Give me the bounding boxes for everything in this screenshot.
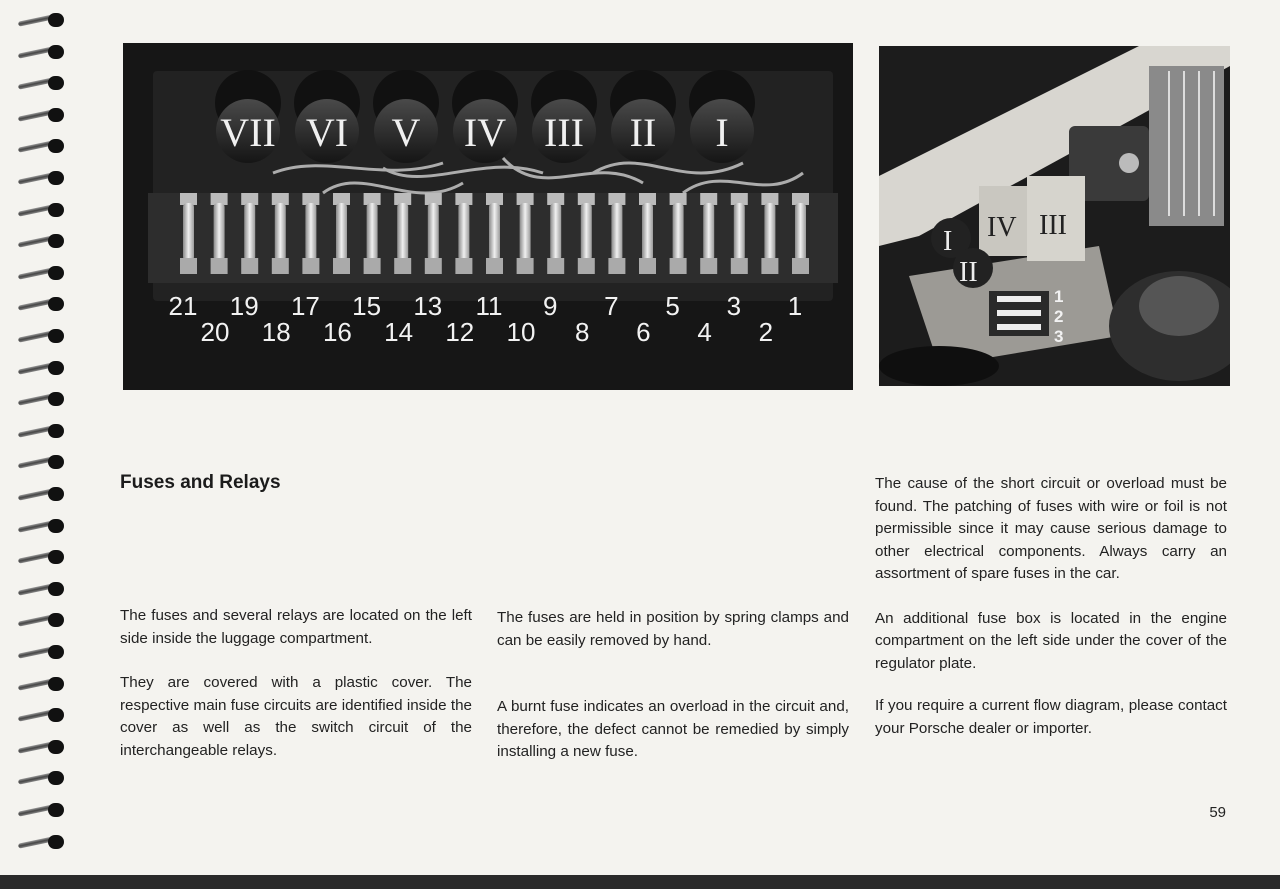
binding-hole — [48, 266, 64, 280]
fuse-number: 16 — [322, 317, 352, 347]
binding-ring — [18, 676, 68, 692]
fuse-number: 18 — [261, 317, 291, 347]
binding-ring — [18, 391, 68, 407]
binding-hole — [48, 740, 64, 754]
binding-ring — [18, 75, 68, 91]
fuse-number: 7 — [604, 291, 619, 321]
relay-III — [531, 70, 597, 163]
binding-ring — [18, 12, 68, 28]
fuse-number: 3 — [1054, 327, 1064, 346]
relay-label: I — [943, 226, 953, 257]
binding-ring — [18, 265, 68, 281]
fuse-number: 17 — [290, 291, 320, 321]
binding-ring — [18, 454, 68, 470]
section-title: Fuses and Relays — [120, 472, 281, 493]
binding-hole — [48, 708, 64, 722]
binding-ring — [18, 233, 68, 249]
fuse-box-illustration — [123, 43, 853, 390]
relay-label: I — [715, 110, 729, 155]
binding-hole — [48, 203, 64, 217]
paragraph: A burnt fuse indicates an overload in the circuit and, therefore, the defect cannot be remedied by simply installing a new fuse. — [497, 698, 849, 760]
relay-label: IV — [987, 212, 1017, 243]
binding-hole — [48, 487, 64, 501]
binding-hole — [48, 13, 64, 27]
relay-VI — [294, 70, 360, 163]
binding-ring — [18, 107, 68, 123]
binding-hole — [48, 455, 64, 469]
fuse-number: 5 — [665, 291, 680, 321]
spiral-binding — [18, 0, 68, 875]
relay-label: V — [391, 110, 421, 155]
engine-compartment-photo — [879, 46, 1230, 386]
fuse-number: 8 — [574, 317, 590, 347]
binding-ring — [18, 518, 68, 534]
binding-hole — [48, 139, 64, 153]
binding-hole — [48, 45, 64, 59]
binding-ring — [18, 802, 68, 818]
engine-compartment-illustration — [879, 46, 1230, 386]
fuse-number: 1 — [787, 291, 803, 321]
binding-hole — [48, 613, 64, 627]
binding-ring — [18, 423, 68, 439]
binding-ring — [18, 644, 68, 660]
paragraph: They are covered with a plastic cover. The respective main fuse circuits are identified inside the cover as well as the switch circuit of the interchangeable relays. — [120, 674, 472, 759]
page-number: 59 — [1209, 804, 1226, 821]
relay-label: VII — [220, 110, 276, 155]
paragraph: The cause of the short circuit or overload must be found. The patching of fuses with wire or foil is not permissible since it may cause serious damage to other electrical components. Always carry an assortment of spare fuses in the car. — [875, 475, 1227, 582]
relay-label: III — [1039, 210, 1067, 241]
fuse-number: 6 — [636, 317, 651, 347]
relay-label: II — [959, 257, 978, 288]
fuse-number: 4 — [697, 317, 712, 347]
text-column-1 — [120, 605, 472, 762]
relay-label: III — [544, 110, 584, 155]
fuse-number: 3 — [726, 291, 742, 321]
binding-ring — [18, 360, 68, 376]
binding-ring — [18, 486, 68, 502]
fuse-number: 15 — [352, 291, 382, 321]
binding-hole — [48, 771, 64, 785]
binding-hole — [48, 582, 64, 596]
binding-ring — [18, 170, 68, 186]
binding-hole — [48, 392, 64, 406]
relay-V — [373, 70, 439, 163]
relay-label: VI — [305, 110, 349, 155]
fuse-number: 10 — [506, 317, 536, 347]
binding-hole — [48, 108, 64, 122]
binding-hole — [48, 329, 64, 343]
binding-ring — [18, 296, 68, 312]
binding-ring — [18, 581, 68, 597]
binding-hole — [48, 677, 64, 691]
fuse-number: 2 — [1054, 307, 1064, 326]
binding-hole — [48, 76, 64, 90]
fuse-number: 14 — [384, 317, 414, 347]
binding-ring — [18, 834, 68, 850]
fuse-number: 20 — [200, 317, 230, 347]
binding-hole — [48, 424, 64, 438]
binding-ring — [18, 770, 68, 786]
relay-IV — [452, 70, 518, 163]
relay-VII — [215, 70, 281, 163]
binding-ring — [18, 328, 68, 344]
relay-label: II — [629, 110, 657, 155]
fuse-number: 19 — [229, 291, 259, 321]
relay-I — [689, 70, 755, 163]
fuse-number: 13 — [413, 291, 443, 321]
binding-ring — [18, 138, 68, 154]
fuse-number: 9 — [542, 291, 558, 321]
binding-hole — [48, 519, 64, 533]
binding-hole — [48, 803, 64, 817]
fuse-number: 12 — [445, 317, 475, 347]
relay-II — [610, 70, 676, 163]
fuse-number: 21 — [168, 291, 198, 321]
binding-ring — [18, 202, 68, 218]
fuse-number: 11 — [475, 291, 503, 321]
binding-hole — [48, 297, 64, 311]
paragraph: The fuses and several relays are located on the left side inside the luggage compartment. — [120, 607, 472, 647]
paragraph: An additional fuse box is located in the engine compartment on the left side under the cover of the regulator plate. — [875, 609, 1227, 672]
fuse-number: 1 — [1054, 287, 1064, 306]
relay-label: IV — [463, 110, 507, 155]
binding-ring — [18, 739, 68, 755]
binding-hole — [48, 361, 64, 375]
binding-ring — [18, 44, 68, 60]
binding-hole — [48, 550, 64, 564]
binding-hole — [48, 234, 64, 248]
fuse-number: 2 — [758, 317, 774, 347]
paragraph: If you require a current flow diagram, please contact your Porsche dealer or importer. — [875, 697, 1227, 737]
binding-hole — [48, 835, 64, 849]
binding-ring — [18, 549, 68, 565]
text-column-3 — [875, 473, 1227, 740]
binding-hole — [48, 171, 64, 185]
binding-hole — [48, 645, 64, 659]
binding-ring — [18, 707, 68, 723]
paragraph: The fuses are held in position by spring clamps and can be easily removed by hand. — [497, 609, 849, 649]
fuse-box-photo — [123, 43, 853, 390]
text-column-2 — [497, 607, 849, 764]
binding-ring — [18, 612, 68, 628]
